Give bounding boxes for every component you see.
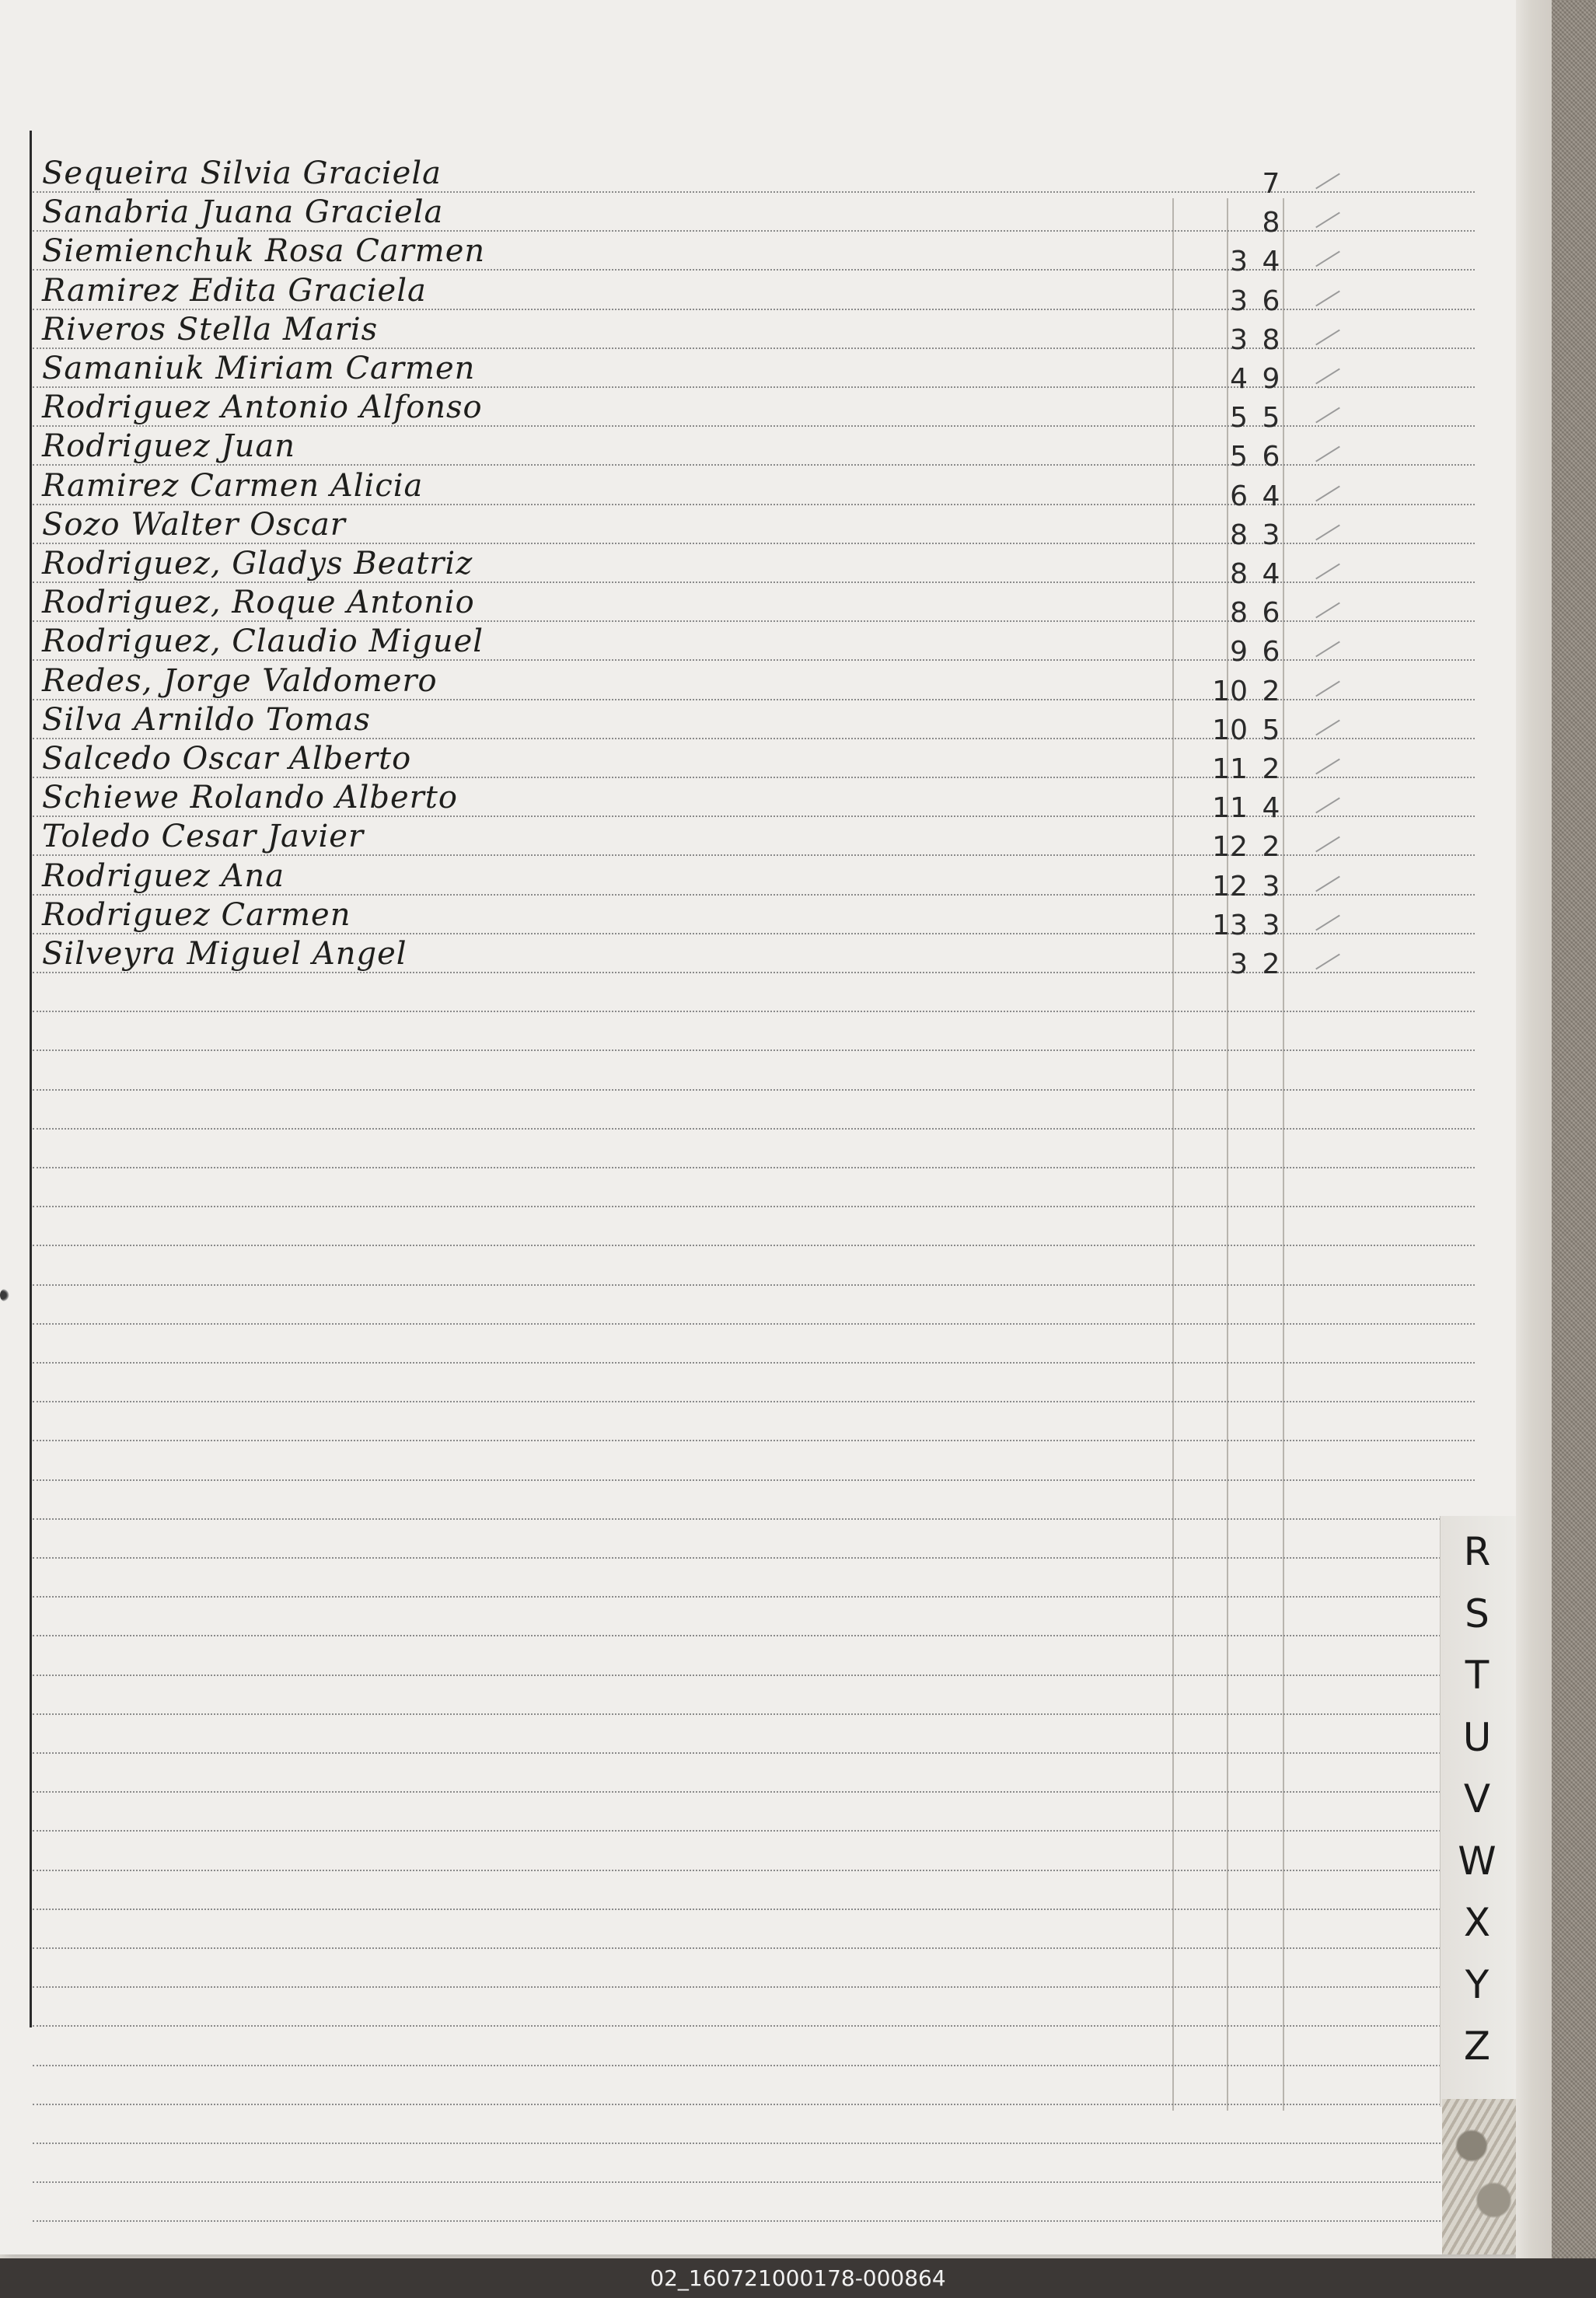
ruled-line xyxy=(33,1323,1475,1325)
entry-number-second: 4 xyxy=(1262,558,1280,590)
ruled-line xyxy=(33,1518,1475,1520)
entry-number-second: 9 xyxy=(1262,363,1280,395)
entry-number-second: 2 xyxy=(1262,675,1280,707)
entry-number-second: 6 xyxy=(1262,597,1280,630)
entry-number-second: 2 xyxy=(1262,948,1280,980)
entry-name: Rodriguez, Gladys Beatriz xyxy=(42,546,473,581)
index-tab-v[interactable]: V xyxy=(1463,1776,1491,1821)
index-tab-u[interactable]: U xyxy=(1462,1714,1492,1760)
ruled-line xyxy=(33,1713,1475,1715)
entry-number-first: 3 xyxy=(1230,948,1248,980)
ruled-line xyxy=(33,1675,1475,1676)
entry-name: Rodriguez Antonio Alfonso xyxy=(42,389,483,426)
ruled-line xyxy=(33,1049,1475,1051)
entry-number-first: 8 xyxy=(1230,597,1248,630)
entry-number-second: 2 xyxy=(1262,753,1280,785)
check-mark-icon xyxy=(1315,798,1340,814)
entry-number-second: 5 xyxy=(1262,402,1280,435)
entry-name: Toledo Cesar Javier xyxy=(42,819,365,855)
check-mark-icon xyxy=(1315,173,1340,190)
book-cover-edge xyxy=(1552,0,1596,2258)
check-mark-icon xyxy=(1315,485,1340,501)
ruled-line xyxy=(33,1206,1475,1207)
ruled-line xyxy=(33,1401,1475,1402)
entry-number-first: 4 xyxy=(1230,363,1248,395)
ruled-line xyxy=(33,2220,1475,2222)
ruled-line xyxy=(33,1011,1475,1012)
index-tab-w[interactable]: W xyxy=(1458,1838,1496,1884)
entry-name: Salcedo Oscar Alberto xyxy=(42,741,412,777)
check-mark-icon xyxy=(1315,954,1340,970)
ruled-line xyxy=(33,1791,1475,1793)
entry-number-first: 11 xyxy=(1212,792,1248,825)
ruled-line xyxy=(33,1089,1475,1091)
check-mark-icon xyxy=(1315,602,1340,619)
entry-name: Sanabria Juana Graciela xyxy=(42,194,444,231)
entry-number-first: 10 xyxy=(1212,714,1248,746)
check-mark-icon xyxy=(1315,914,1340,931)
entry-name: Sozo Walter Oscar xyxy=(42,506,346,543)
check-mark-icon xyxy=(1315,290,1340,306)
entry-number-first: 11 xyxy=(1212,753,1248,785)
page-edges xyxy=(1516,0,1555,2258)
entry-number-first: 12 xyxy=(1212,831,1248,864)
index-tab-x[interactable]: X xyxy=(1463,1900,1491,1945)
check-mark-icon xyxy=(1315,446,1340,463)
entry-name: Redes, Jorge Valdomero xyxy=(42,662,438,699)
entry-name: Rodriguez, Claudio Miguel xyxy=(42,623,484,660)
entry-number-second: 3 xyxy=(1262,519,1280,551)
ruled-line xyxy=(33,1635,1475,1636)
ruled-line xyxy=(33,1830,1475,1832)
entry-number-first: 5 xyxy=(1230,441,1248,473)
ruled-line xyxy=(33,1596,1475,1598)
entry-name: Silva Arnildo Tomas xyxy=(42,701,371,738)
entry-number-second: 4 xyxy=(1262,792,1280,825)
check-mark-icon xyxy=(1315,524,1340,540)
entry-name: Silveyra Miguel Angel xyxy=(42,936,407,972)
entry-number-first: 8 xyxy=(1230,519,1248,551)
ruled-line xyxy=(33,1167,1475,1168)
entry-name: Rodriguez, Roque Antonio xyxy=(42,585,475,621)
ruled-line xyxy=(33,1986,1475,1988)
entry-name: Ramirez Carmen Alicia xyxy=(42,467,424,504)
ruled-line xyxy=(33,1128,1475,1130)
entry-number-first: 9 xyxy=(1230,636,1248,669)
check-mark-icon xyxy=(1315,719,1340,735)
ruled-line xyxy=(33,2104,1475,2105)
check-mark-icon xyxy=(1315,875,1340,892)
entry-number-first: 3 xyxy=(1230,246,1248,278)
ruled-line xyxy=(33,1362,1475,1364)
image-identifier: 02_160721000178-000864 xyxy=(650,2265,946,2291)
ruled-line xyxy=(33,1557,1475,1559)
entry-name: Rodriguez Juan xyxy=(42,428,295,465)
entry-number-second: 2 xyxy=(1262,831,1280,864)
entry-name: Riveros Stella Maris xyxy=(42,311,379,347)
entry-number-first: 8 xyxy=(1230,558,1248,590)
entry-number-first: 6 xyxy=(1230,480,1248,512)
ruled-line xyxy=(33,1947,1475,1949)
ruled-line xyxy=(33,1440,1475,1441)
check-mark-icon xyxy=(1315,564,1340,580)
cover-corner-pattern xyxy=(1442,2099,1516,2254)
entry-number-second: 8 xyxy=(1262,207,1280,239)
entry-number-second: 6 xyxy=(1262,441,1280,473)
entry-name: Sequeira Silvia Graciela xyxy=(42,155,442,191)
check-mark-icon xyxy=(1315,407,1340,424)
entry-name: Rodriguez Carmen xyxy=(42,896,351,933)
index-tab-z[interactable]: Z xyxy=(1463,2024,1491,2069)
check-mark-icon xyxy=(1315,680,1340,697)
entry-name: Schiewe Rolando Alberto xyxy=(42,780,458,816)
index-tab-s[interactable]: S xyxy=(1465,1591,1489,1636)
ruled-line xyxy=(33,1245,1475,1246)
check-mark-icon xyxy=(1315,759,1340,775)
ruled-line xyxy=(33,1752,1475,1754)
binding-hole xyxy=(0,1289,9,1301)
entry-number-first: 3 xyxy=(1230,285,1248,317)
entry-number-second: 6 xyxy=(1262,636,1280,669)
index-tab-t[interactable]: T xyxy=(1465,1653,1489,1698)
index-tab-y[interactable]: Y xyxy=(1465,1961,1489,2007)
entry-number-second: 4 xyxy=(1262,246,1280,278)
entry-number-first: 13 xyxy=(1212,909,1248,941)
ruled-line xyxy=(33,1284,1475,1286)
entry-number-second: 5 xyxy=(1262,714,1280,746)
check-mark-icon xyxy=(1315,836,1340,853)
entry-number-second: 4 xyxy=(1262,480,1280,512)
entry-name: Samaniuk Miriam Carmen xyxy=(42,351,476,386)
ruled-line xyxy=(33,2065,1475,2066)
check-mark-icon xyxy=(1315,368,1340,385)
ruled-line xyxy=(33,1909,1475,1910)
entry-number-first: 12 xyxy=(1212,870,1248,903)
ruled-line xyxy=(33,2143,1475,2144)
entry-number-first: 10 xyxy=(1212,675,1248,707)
margin-line xyxy=(30,131,32,2027)
entry-name: Siemienchuk Rosa Carmen xyxy=(42,233,486,270)
ruled-line xyxy=(33,1479,1475,1481)
entry-number-first: 5 xyxy=(1230,402,1248,435)
entry-number-second: 6 xyxy=(1262,285,1280,317)
entry-number-second: 3 xyxy=(1262,909,1280,941)
check-mark-icon xyxy=(1315,329,1340,345)
ruled-line xyxy=(33,2025,1475,2027)
index-tab-r[interactable]: R xyxy=(1463,1529,1491,1574)
entry-number-second: 8 xyxy=(1262,323,1280,356)
entry-number-first: 3 xyxy=(1230,323,1248,356)
entry-name: Ramirez Edita Graciela xyxy=(42,272,427,309)
entry-number-second: 7 xyxy=(1262,168,1280,200)
ruled-line xyxy=(33,1870,1475,1871)
check-mark-icon xyxy=(1315,641,1340,658)
entry-number-second: 3 xyxy=(1262,870,1280,903)
ruled-line xyxy=(33,2181,1475,2183)
check-mark-icon xyxy=(1315,251,1340,267)
check-mark-icon xyxy=(1315,212,1340,229)
entry-name: Rodriguez Ana xyxy=(42,857,285,894)
